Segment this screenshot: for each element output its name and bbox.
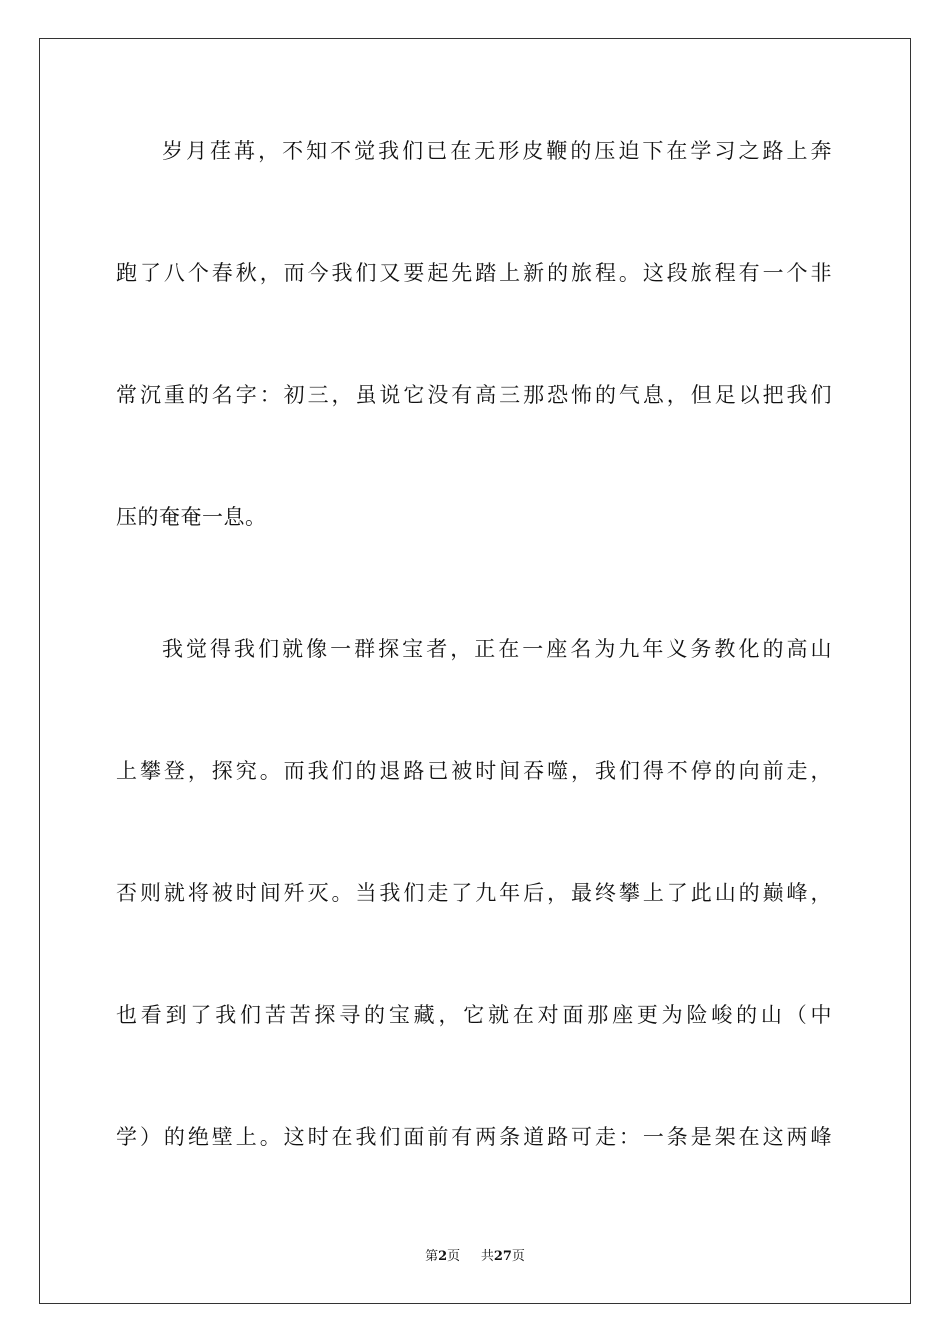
paragraph-2-line-5: 学）的绝壁上。这时在我们面前有两条道路可走：一条是架在这两峰 — [116, 1125, 832, 1149]
page-total — [481, 1249, 525, 1264]
page-suffix: 页 — [447, 1249, 461, 1264]
paragraph-2-line-2: 上攀登，探究。而我们的退路已被时间吞噬，我们得不停的向前走， — [116, 759, 832, 783]
page-footer — [0, 1248, 950, 1266]
page-number — [425, 1249, 460, 1264]
total-suffix: 页 — [511, 1249, 525, 1264]
paragraph-2-line-3: 否则就将被时间歼灭。当我们走了九年后，最终攀上了此山的巅峰， — [116, 881, 832, 905]
page-num: 2 — [438, 1249, 448, 1264]
paragraph-2-line-1: 我觉得我们就像一群探宝者，正在一座名为九年义务教化的高山 — [162, 637, 832, 661]
paragraph-2-line-4: 也看到了我们苦苦探寻的宝藏，它就在对面那座更为险峻的山（中 — [116, 1003, 832, 1027]
total-num: 27 — [493, 1249, 512, 1264]
paragraph-1-line-2: 跑了八个春秋，而今我们又要起先踏上新的旅程。这段旅程有一个非 — [116, 261, 832, 285]
paragraph-1-line-1: 岁月荏苒，不知不觉我们已在无形皮鞭的压迫下在学习之路上奔 — [162, 139, 832, 163]
total-prefix: 共 — [480, 1249, 494, 1264]
page-frame — [39, 38, 911, 1304]
page-prefix: 第 — [425, 1249, 439, 1264]
paragraph-1-line-4: 压的奄奄一息。 — [116, 505, 267, 529]
paragraph-1-line-3: 常沉重的名字：初三，虽说它没有高三那恐怖的气息，但足以把我们 — [116, 383, 832, 407]
